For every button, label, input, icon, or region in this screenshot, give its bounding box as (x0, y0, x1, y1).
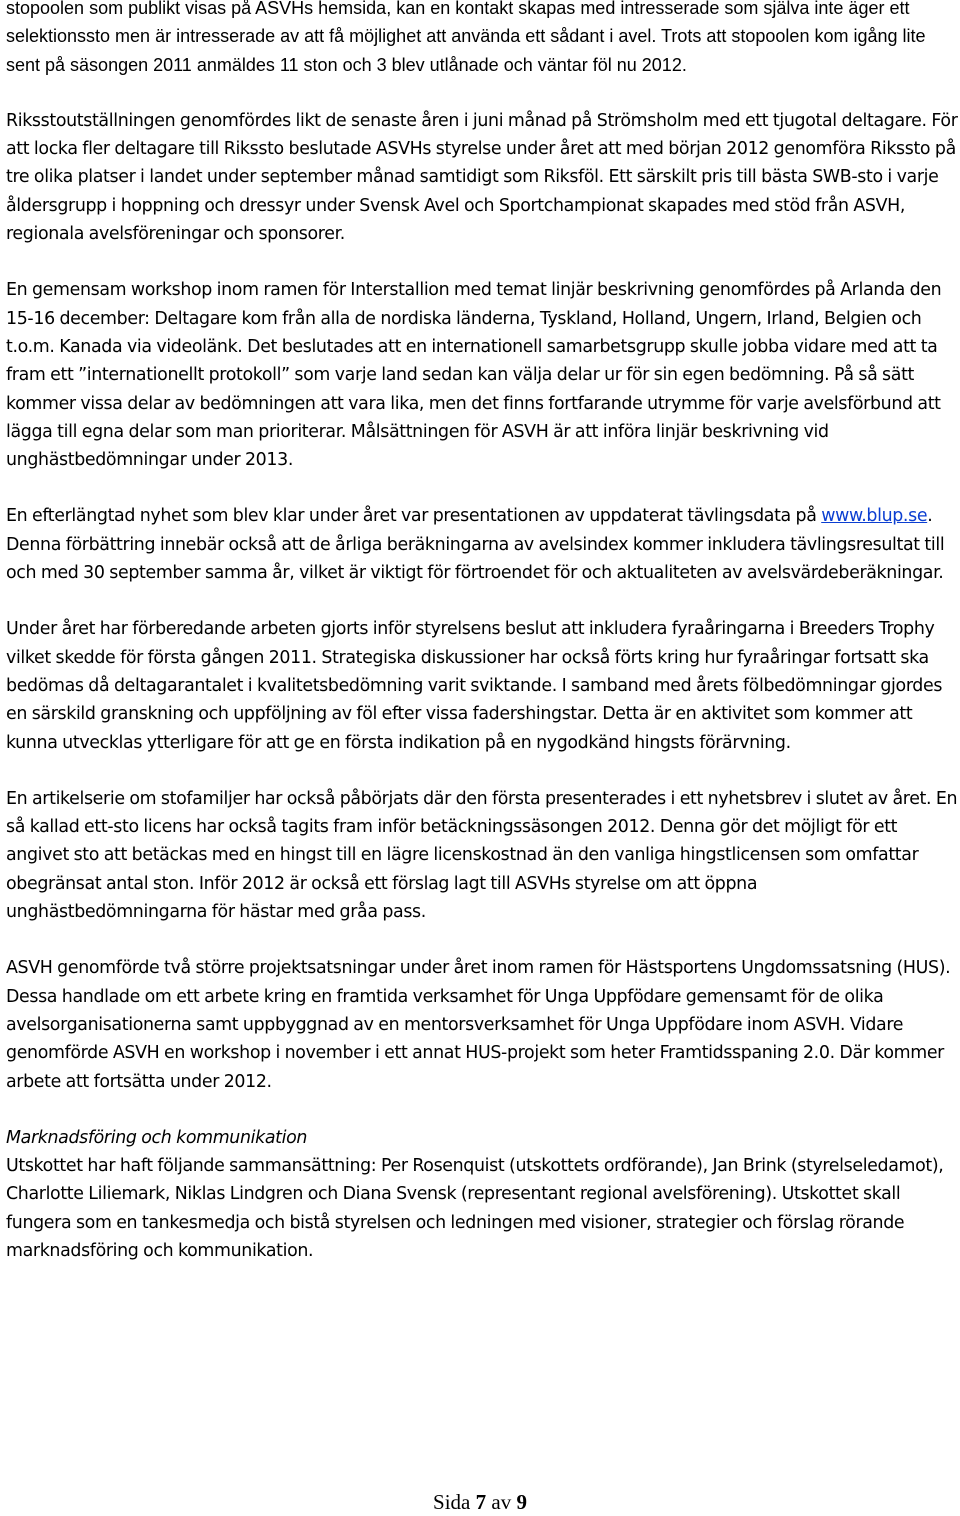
section-heading: Marknadsföring och kommunikation (6, 1127, 308, 1148)
paragraph-hus-projects: ASVH genomförde två större projektsatsningar under året inom ramen för Hästsportens Ungdomssatsning (HUS). Dessa handlade om ett arbete kring en framtida verksamhet för Unga Uppfödare gemensamt för de olika avelsorganisationerna samt uppbyggnad av en mentorsverksamhet för Unga Uppfödare inom ASVH. Vidare genomförde ASVH en workshop i november i ett annat HUS-projekt som heter Framtidsspaning 2.0. Där kommer arbete att fortsätta under 2012. (6, 958, 951, 1092)
paragraph-breeders-trophy: Under året har förberedande arbeten gjorts inför styrelsens beslut att inkludera fyraåringarna i Breeders Trophy vilket skedde för första gången 2011. Strategiska diskussioner har också förts kring hur fyraåringar fortsatt ska bedömas då deltagarantalet i kvalitetsbedömning varit sviktande. I samband med årets fölbedömningar gjordes en särskild granskning och uppföljning av föl efter vissa fadershingstar. Detta är en aktivitet som kommer att kunna utvecklas ytterligare för att ge en första indikation på en nygodkänd hingsts förärvning. (6, 619, 943, 753)
paragraph-tavlingsdata (6, 502, 958, 587)
footer-total-pages: 9 (516, 1490, 527, 1514)
paragraph-rikssto: Riksstoutställningen genomfördes likt de senaste åren i juni månad på Strömsholm med ett tjugotal deltagare. För att locka fler deltagare till Rikssto beslutade ASVHs styrelse under året att med början 2012 genomföra Rikssto på tre olika platser i landet under september månad samtidigt som Riksföl. Ett särskilt pris till bästa SWB-sto i varje åldersgrupp i hoppning och dressyr under Svensk Avel och Sportchampionat skapades med stöd från ASVH, regionala avelsföreningar och sponsorer. (6, 110, 958, 245)
paragraph-stopool: stopoolen som publikt visas på ASVHs hemsida, kan en kontakt skapas med intresserade som själva inte äger ett selektionssto men är intresserade av att få möjlighet att använda ett sådant i avel. Trots att stopoolen kom igång lite sent på säsongen 2011 anmäldes 11 ston och 3 blev utlånade och väntar föl nu 2012. (6, 0, 926, 75)
marketing-section (6, 1124, 958, 1265)
paragraph-tavlingsdata-after: . Denna förbättring innebär också att de årliga beräkningarna av avelsindex kommer inkludera tävlingsresultat till och med 30 september samma år, vilket är viktigt för förtroendet för och aktualiteten av avelsvärdeberäkningar. (6, 506, 945, 584)
blup-link[interactable]: www.blup.se (821, 506, 928, 527)
paragraph-stofamiljer: En artikelserie om stofamiljer har också påbörjats där den första presenterades i ett nyhetsbrev i slutet av året. En så kallad ett-sto licens har också tagits fram inför betäckningssäsongen 2012. Denna gör det möjligt för ett angivet sto att betäckas med en hingst till en lägre licenskostnad än den vanliga hingstlicensen som omfattar obegränsat antal ston. Inför 2012 är också ett förslag lagt till ASVHs styrelse om att öppna unghästbedömningarna för hästar med gråa pass. (6, 788, 958, 923)
footer-middle: av (491, 1490, 512, 1514)
footer-prefix: Sida (433, 1490, 471, 1514)
footer-page-number: 7 (475, 1490, 487, 1514)
page-footer (0, 1488, 960, 1516)
document-body (6, 0, 958, 1293)
paragraph-interstallion-workshop: En gemensam workshop inom ramen för Interstallion med temat linjär beskrivning genomfördes på Arlanda den 15-16 december: Deltagare kom från alla de nordiska länderna, Tyskland, Holland, Ungern, Irland, Belgien och t.o.m. Kanada via videolänk. Det beslutades att en internationell samarbetsgrupp skulle jobba vidare med att ta fram ett ”internationellt protokoll” som varje land sedan kan välja delar ur för sin egen bedömning. På så sätt kommer vissa delar av bedömningen att vara lika, men det finns fortfarande utrymme för varje avelsförbund att lägga till egna delar som man prioriterar. Målsättningen för ASVH är att införa linjär beskrivning vid unghästbedömningar under 2013. (6, 280, 942, 471)
paragraph-tavlingsdata-before: En efterlängtad nyhet som blev klar under året var presentationen av uppdaterat tävlingsdata på (6, 506, 822, 527)
section-body: Utskottet har haft följande sammansättning: Per Rosenquist (utskottets ordförande), Jan Brink (styrelseledamot), Charlotte Liliemark, Niklas Lindgren och Diana Svensk (representant regional avelsförening). Utskottet skall fungera som en tankesmedja och bistå styrelsen och ledningen med visioner, strategier och förslag rörande marknadsföring och kommunikation. (6, 1156, 944, 1261)
